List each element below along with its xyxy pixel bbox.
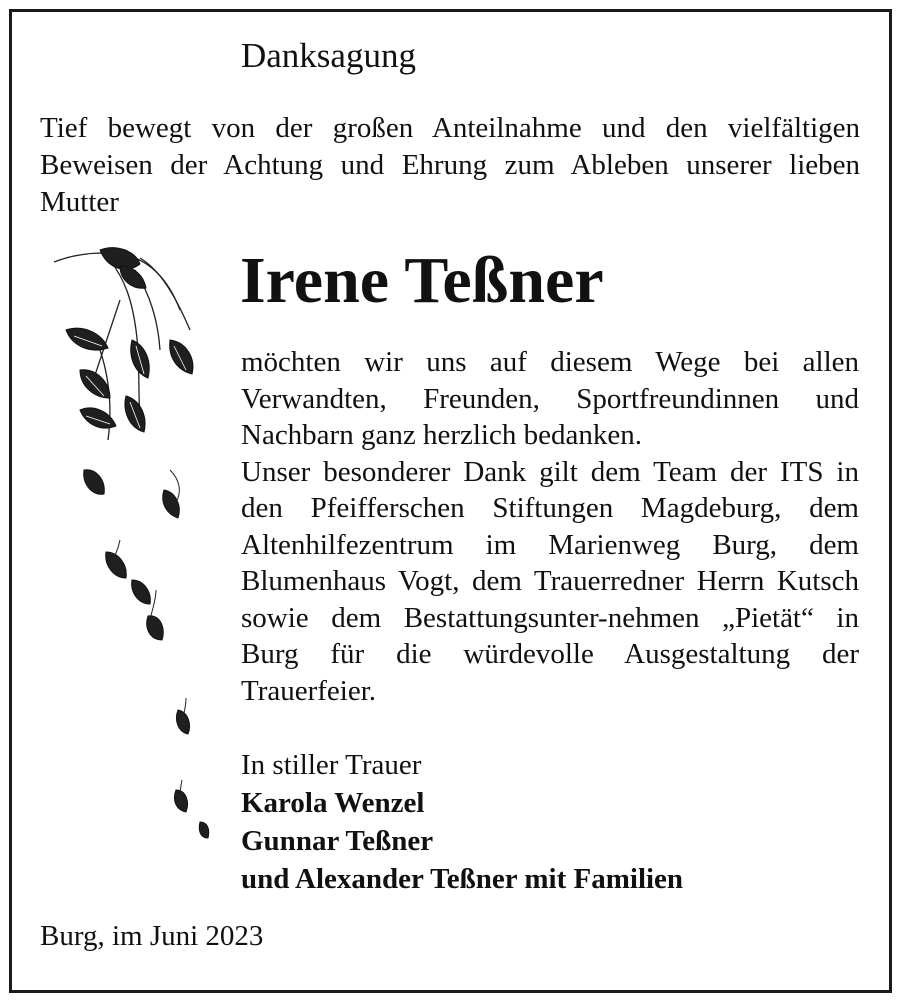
page-title: Danksagung [241, 36, 416, 75]
intro-text: Tief bewegt von der großen Anteilnahme und den vielfältigen Beweisen der Achtung und Ehrung zum Ableben unserer lieben Mutter [40, 112, 860, 218]
thanks-paragraph-1: möchten wir uns auf diesem Wege bei allen Verwandten, Freunden, Sportfreundinnen und Nachbarn ganz herzlich bedanken. [241, 346, 859, 451]
deceased-name: Irene Teßner [240, 244, 604, 317]
mourning-line: In stiller Trauer [241, 749, 422, 781]
mourner-name: Gunnar Teßner [241, 825, 434, 857]
mourner-name: und Alexander Teßner mit Familien [241, 863, 684, 895]
thanks-text [241, 344, 859, 709]
thanks-paragraph-2: Unser besonderer Dank gilt dem Team der ITS in den Pfeifferschen Stiftungen Magdeburg, dem Altenhilfezentrum im Marienweg Burg, dem Blumenhaus Vogt, dem Trauerredner Herrn Kutsch sowie dem Bestattungsunter-nehmen „Pietät“ in Burg für die würdevolle Ausgestaltung der Trauerfeier. [241, 455, 859, 707]
place-date: Burg, im Juni 2023 [40, 920, 264, 952]
birch-branch-leaves-icon [40, 240, 220, 860]
signature-block [241, 746, 683, 898]
mourner-name: Karola Wenzel [241, 787, 425, 819]
